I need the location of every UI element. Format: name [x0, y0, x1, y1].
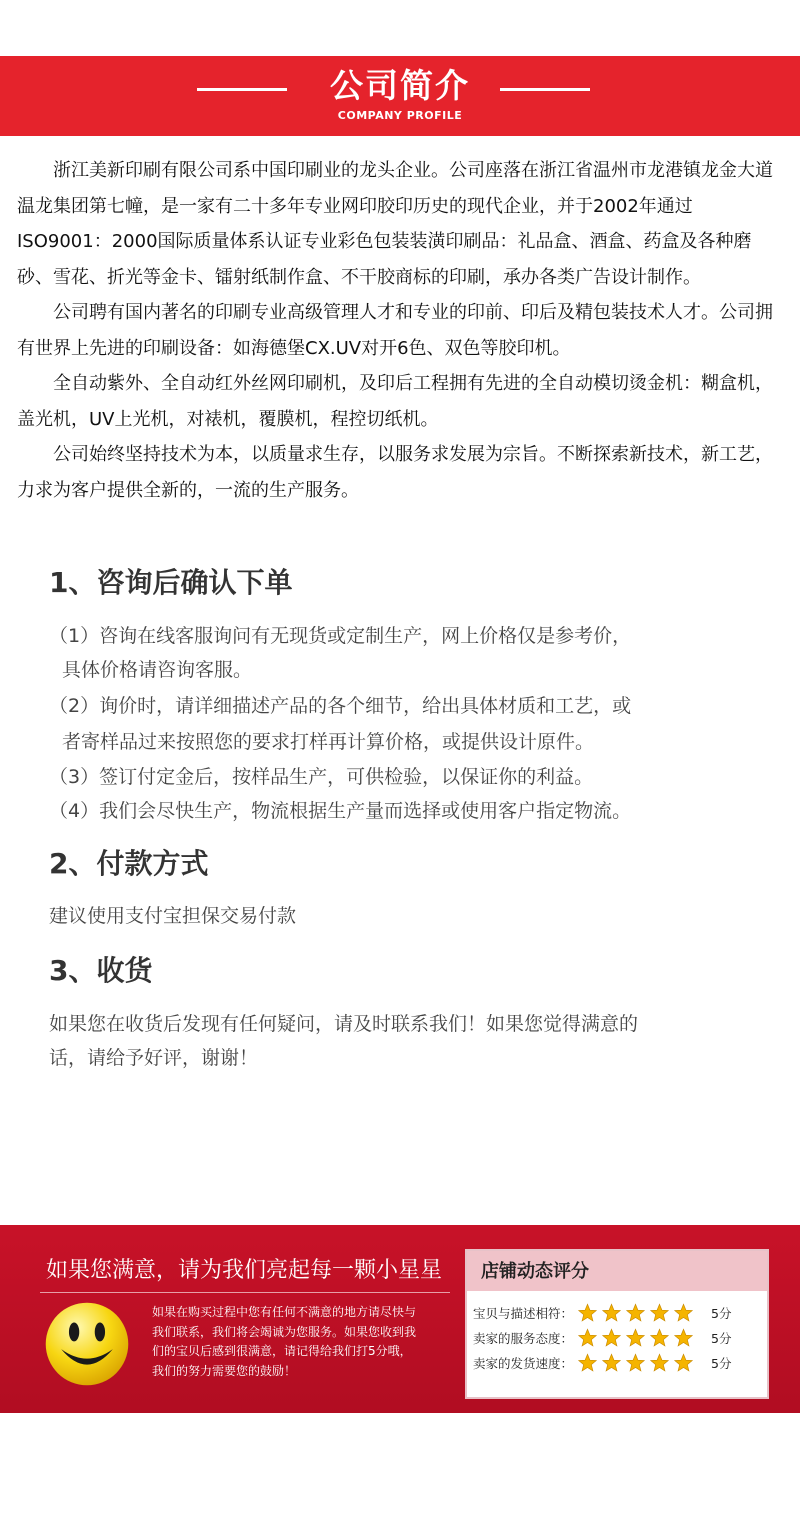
- intro-paragraph: 全自动紫外、全自动红外丝网印刷机，及印后工程拥有先进的全自动模切烫金机：糊盒机，盖光机，UV上光机，对裱机，覆膜机，程控切纸机。: [17, 373, 773, 430]
- star-icon: [577, 1353, 598, 1373]
- order-step-line: （2）询价时，请详细描述产品的各个细节，给出具体材质和工艺，或: [49, 695, 632, 717]
- section-heading-payment: 2、付款方式: [49, 847, 209, 880]
- star-icon: [625, 1353, 646, 1373]
- star-icon: [673, 1303, 694, 1323]
- company-profile-banner: [0, 56, 800, 136]
- intro-paragraph: 公司始终坚持技术为本，以质量求生存，以服务求发展为宗旨。不断探索新技术，新工艺，力求为客户提供全新的，一流的生产服务。: [17, 444, 773, 501]
- star-icon: [649, 1353, 670, 1373]
- smiley-face-icon: [44, 1301, 130, 1387]
- banner-subtitle: COMPANY PROFILE: [337, 109, 463, 122]
- rating-message-line: 如果在购买过程中您有任何不满意的地方请尽快与: [152, 1305, 417, 1319]
- score-value: 5分: [711, 1331, 732, 1346]
- payment-text: 建议使用支付宝担保交易付款: [49, 905, 297, 927]
- rating-slogan: 如果您满意，请为我们亮起每一颗小星星: [46, 1258, 443, 1283]
- order-step-line: （4）我们会尽快生产，物流根据生产量而选择或使用客户指定物流。: [49, 800, 632, 822]
- rating-message-line: 们的宝贝后感到很满意，请记得给我们打5分哦，: [152, 1344, 412, 1358]
- intro-paragraph: 公司聘有国内著名的印刷专业高级管理人才和专业的印前、印后及精包装技术人才。公司拥有世界上先进的印刷设备：如海德堡CX.UV对开6色、双色等胶印机。: [17, 302, 773, 359]
- score-value: 5分: [711, 1306, 732, 1321]
- star-icon: [577, 1328, 598, 1348]
- score-value: 5分: [711, 1356, 732, 1371]
- star-icon: [673, 1328, 694, 1348]
- star-icon: [601, 1353, 622, 1373]
- shop-score-box: [465, 1249, 769, 1399]
- star-icon: [649, 1328, 670, 1348]
- rating-banner: [0, 1225, 800, 1413]
- order-step-line: （3）签订付定金后，按样品生产，可供检验，以保证你的利益。: [49, 766, 594, 788]
- rating-message: [152, 1303, 452, 1381]
- intro-paragraph: 浙江美新印刷有限公司系中国印刷业的龙头企业。公司座落在浙江省温州市龙港镇龙金大道温龙集团第七幢，是一家有二十多年专业网印胶印历史的现代企业，并于2002年通过ISO9001：2000国际质量体系认证专业彩色包装装潢印刷品：礼品盒、酒盒、药盒及各种磨砂、雪花、折光等金卡、镭射纸制作盒、不干胶商标的印刷，承办各类广告设计制作。: [17, 160, 773, 288]
- score-row-description: [473, 1303, 732, 1325]
- score-label: 卖家的发货速度：: [473, 1356, 574, 1371]
- star-rating: [577, 1353, 697, 1380]
- section-heading-receipt: 3、收货: [49, 954, 153, 987]
- star-icon: [625, 1303, 646, 1323]
- order-step-line: 具体价格请咨询客服。: [62, 659, 253, 681]
- score-label: 卖家的服务态度：: [473, 1331, 574, 1346]
- score-row-service: [473, 1328, 732, 1350]
- score-box-title: 店铺动态评分: [467, 1251, 767, 1291]
- banner-title: 公司简介: [330, 66, 470, 105]
- star-icon: [673, 1353, 694, 1373]
- star-icon: [649, 1303, 670, 1323]
- star-rating: [577, 1328, 697, 1355]
- score-row-shipping: [473, 1353, 732, 1375]
- star-icon: [577, 1303, 598, 1323]
- order-step-line: （1）咨询在线客服询问有无现货或定制生产，网上价格仅是参考价，: [49, 625, 632, 647]
- receipt-text-line: 话，请给予好评，谢谢！: [49, 1047, 259, 1069]
- star-icon: [601, 1303, 622, 1323]
- section-heading-order: 1、咨询后确认下单: [49, 566, 293, 599]
- company-intro: [17, 153, 787, 508]
- slogan-divider: [40, 1292, 450, 1293]
- order-step-line: 者寄样品过来按照您的要求打样再计算价格，或提供设计原件。: [62, 731, 595, 753]
- star-rating: [577, 1303, 697, 1330]
- score-label: 宝贝与描述相符：: [473, 1306, 574, 1321]
- rating-message-line: 我们联系，我们将会竭诚为您服务。如果您收到我: [152, 1324, 417, 1339]
- star-icon: [601, 1328, 622, 1348]
- star-icon: [625, 1328, 646, 1348]
- receipt-text-line: 如果您在收货后发现有任何疑问，请及时联系我们！如果您觉得满意的: [49, 1013, 639, 1035]
- rating-message-line: 我们的努力需要您的鼓励！: [152, 1363, 297, 1378]
